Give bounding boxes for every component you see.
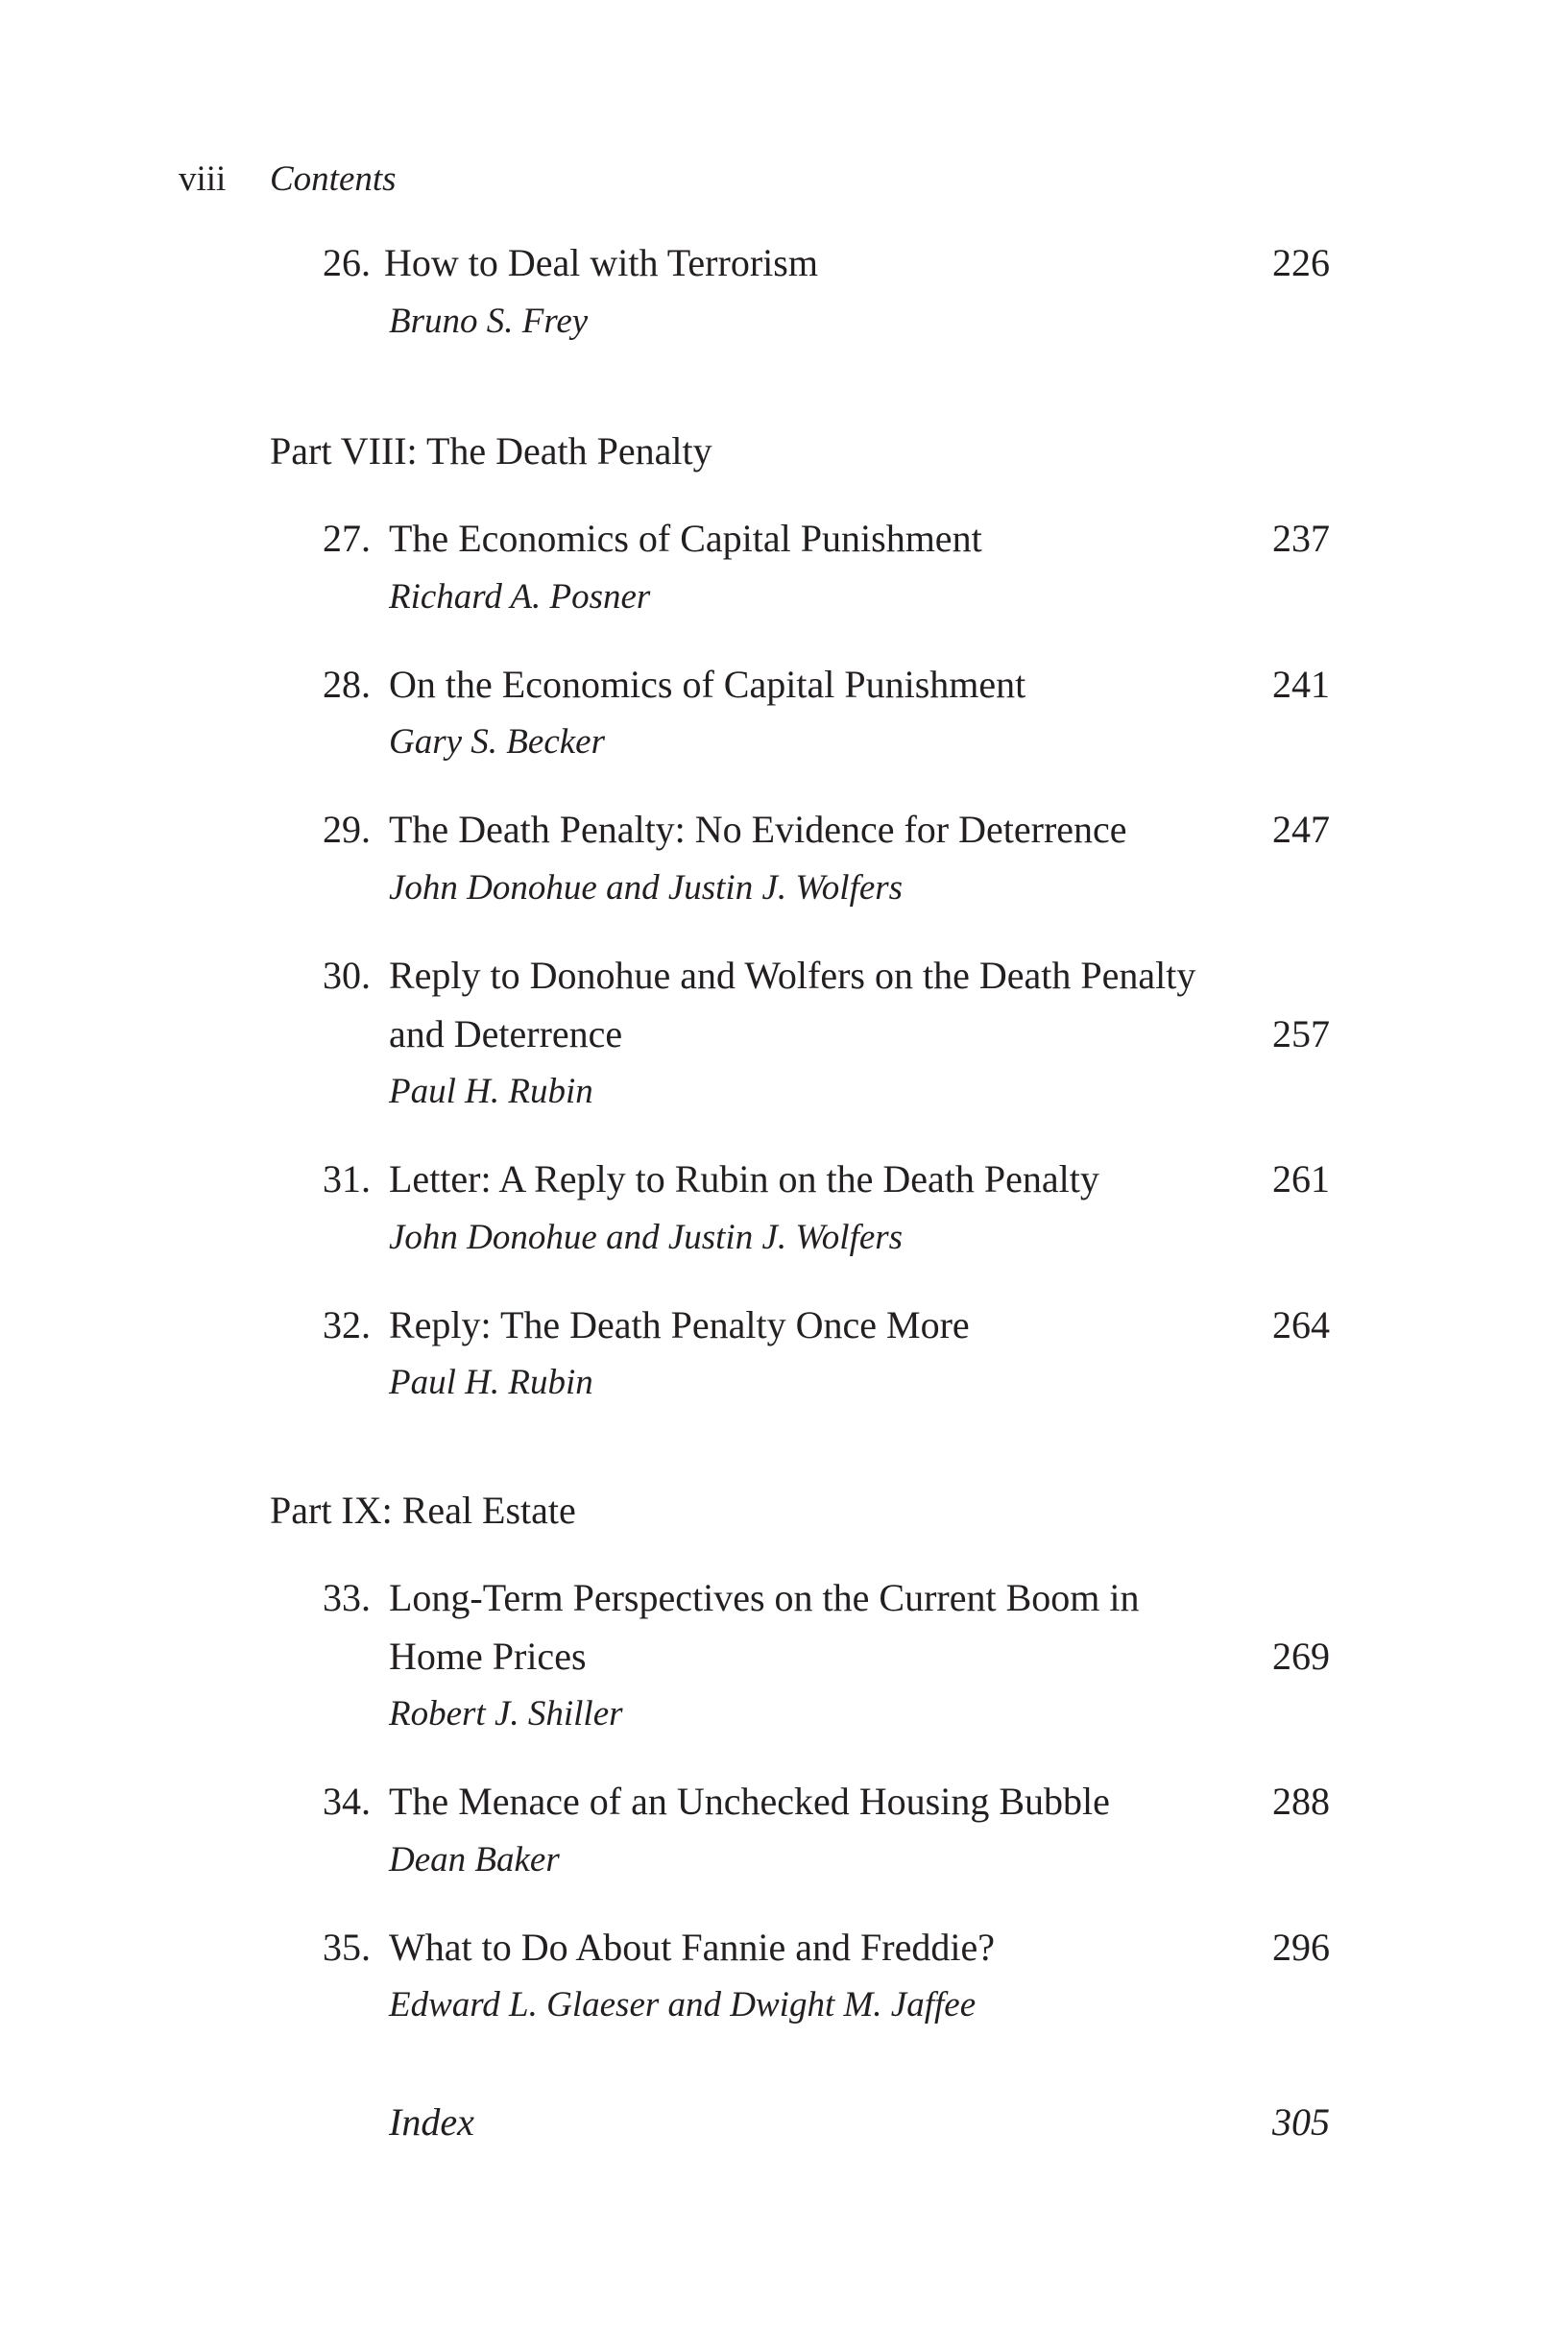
entry-page: 261 — [1272, 1157, 1330, 1200]
entry-number: 30. — [323, 954, 371, 997]
entry-author: Robert J. Shiller — [389, 1694, 623, 1734]
entry-title-line-2: and Deterrence — [389, 1012, 623, 1055]
running-title: Contents — [270, 159, 397, 199]
entry-number: 27. — [323, 517, 371, 560]
entry-author: Edward L. Glaeser and Dwight M. Jaffee — [389, 1985, 977, 2025]
entry-number: 26. — [323, 241, 371, 284]
entry-title-line-2: Home Prices — [389, 1635, 587, 1678]
entry-page: 237 — [1272, 517, 1330, 560]
entry-number: 32. — [323, 1303, 371, 1346]
entry-page: 226 — [1272, 241, 1330, 284]
entry-title: How to Deal with Terrorism — [384, 241, 818, 284]
entry-number: 34. — [323, 1780, 371, 1823]
entry-title-line-1: Reply to Donohue and Wolfers on the Death Penalty — [389, 954, 1196, 997]
entry-number: 35. — [323, 1926, 371, 1969]
entry-page: 296 — [1272, 1926, 1330, 1969]
index-label: Index — [389, 2100, 474, 2144]
entry-number: 31. — [323, 1157, 371, 1200]
index-page: 305 — [1272, 2100, 1330, 2144]
entry-title: What to Do About Fannie and Freddie? — [389, 1926, 995, 1969]
entry-author: Bruno S. Frey — [389, 302, 589, 341]
entry-author: Dean Baker — [389, 1840, 560, 1879]
entry-page: 288 — [1272, 1780, 1330, 1823]
entry-author: Gary S. Becker — [389, 722, 605, 762]
entry-title-line-1: Long-Term Perspectives on the Current Boom in — [389, 1576, 1140, 1619]
entry-title: The Menace of an Unchecked Housing Bubble — [389, 1780, 1110, 1823]
entry-author: Richard A. Posner — [389, 577, 651, 617]
entry-number: 33. — [323, 1576, 371, 1619]
entry-page: 247 — [1272, 808, 1330, 851]
part-heading: Part VIII: The Death Penalty — [270, 429, 712, 473]
entry-author: John Donohue and Justin J. Wolfers — [389, 1218, 904, 1257]
entry-number: 28. — [323, 663, 371, 706]
entry-page: 241 — [1272, 663, 1330, 706]
page-number: viii — [179, 159, 227, 199]
entry-title: Letter: A Reply to Rubin on the Death Penalty — [389, 1157, 1099, 1200]
entry-title: The Economics of Capital Punishment — [389, 517, 982, 560]
part-heading: Part IX: Real Estate — [270, 1489, 576, 1532]
entry-number: 29. — [323, 808, 371, 851]
entry-author: Paul H. Rubin — [389, 1363, 593, 1402]
entry-author: John Donohue and Justin J. Wolfers — [389, 868, 904, 908]
entry-author: Paul H. Rubin — [389, 1072, 593, 1111]
entry-title: Reply: The Death Penalty Once More — [389, 1303, 970, 1346]
entry-page: 257 — [1272, 1012, 1330, 1055]
entry-title: The Death Penalty: No Evidence for Deterrence — [389, 808, 1127, 851]
entry-page: 269 — [1272, 1635, 1330, 1678]
entry-page: 264 — [1272, 1303, 1330, 1346]
entry-title: On the Economics of Capital Punishment — [389, 663, 1026, 706]
